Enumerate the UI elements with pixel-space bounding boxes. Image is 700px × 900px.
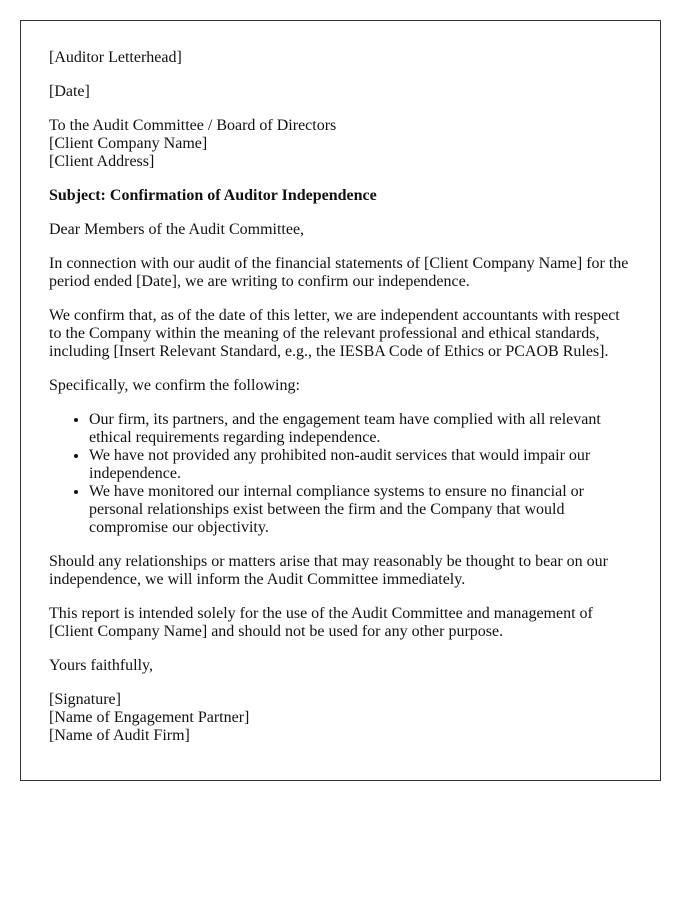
list-item: • We have not provided any prohibited non-audit services that would impair our independence. <box>89 447 632 483</box>
signature-line: [Signature] <box>49 691 121 708</box>
closing: Yours faithfully, <box>49 657 154 674</box>
intro-paragraph: In connection with our audit of the financial statements of [Client Company Name] for the period ended [Date], we are writing to confirm our independence. <box>49 255 629 290</box>
engagement-partner-name: [Name of Engagement Partner] <box>49 709 250 726</box>
letterhead: [Auditor Letterhead] <box>49 49 182 66</box>
audit-firm-name: [Name of Audit Firm] <box>49 727 190 744</box>
recipient-line-addressee: To the Audit Committee / Board of Directors <box>49 117 337 134</box>
confirmation-list <box>49 411 632 537</box>
letter-date: [Date] <box>49 83 90 100</box>
recipient-line-company: [Client Company Name] <box>49 135 208 152</box>
list-intro: Specifically, we confirm the following: <box>49 377 300 394</box>
recipient-block <box>49 117 632 171</box>
list-item: • Our firm, its partners, and the engagement team have complied with all relevant ethical requirements regarding independence. <box>89 411 632 447</box>
subject-line: Subject: Confirmation of Auditor Independence <box>49 187 377 204</box>
signature-block <box>49 691 632 745</box>
restriction-paragraph: This report is intended solely for the use of the Audit Committee and management of [Client Company Name] and should not be used for any other purpose. <box>49 605 593 640</box>
salutation: Dear Members of the Audit Committee, <box>49 221 305 238</box>
notification-paragraph: Should any relationships or matters arise that may reasonably be thought to bear on our independence, we will inform the Audit Committee immediately. <box>49 553 608 588</box>
confirmation-paragraph: We confirm that, as of the date of this letter, we are independent accountants with respect to the Company within the meaning of the relevant professional and ethical standards, including [Insert Relevant Standard, e.g., the IESBA Code of Ethics or PCAOB Rules]. <box>49 307 620 360</box>
letter-document <box>20 20 661 781</box>
recipient-line-address: [Client Address] <box>49 153 155 170</box>
list-item: • We have monitored our internal compliance systems to ensure no financial or personal relationships exist between the firm and the Company that would compromise our objectivity. <box>89 483 632 537</box>
